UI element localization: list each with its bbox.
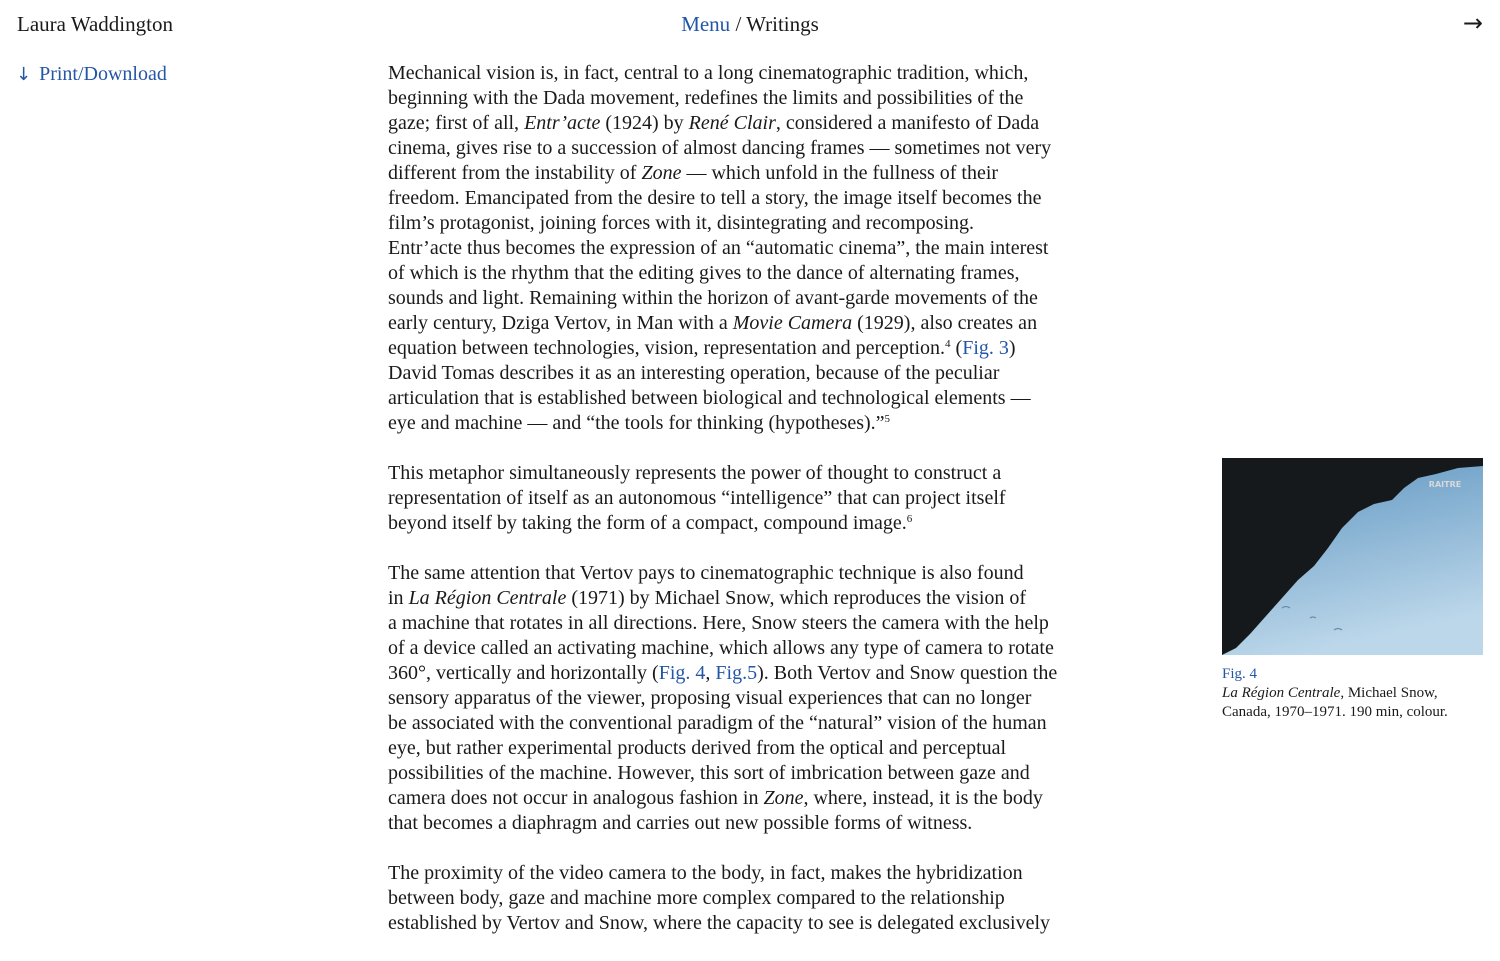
text-line: sounds and light. Remaining within the horizon of avant-garde movements of the xyxy=(388,287,1038,309)
text-line: a machine that rotates in all directions. Here, Snow steers the camera with the help xyxy=(388,612,1049,634)
text-line: film’s protagonist, joining forces with it, disintegrating and recomposing. xyxy=(388,212,975,234)
text-line: possibilities of the machine. However, this sort of imbrication between gaze and xyxy=(388,762,1030,784)
figure-link-fig-5[interactable]: Fig.5 xyxy=(715,662,758,684)
text-line: that becomes a diaphragm and carries out new possible forms of witness. xyxy=(388,812,973,834)
breadcrumb-separator: / xyxy=(730,12,747,36)
text-line: in La Région Centrale (1971) by Michael Snow, which reproduces the vision of xyxy=(388,587,1027,609)
text-line: gaze; first of all, Entr’acte (1924) by René Clair, considered a manifesto of Dada xyxy=(388,112,1040,134)
down-arrow-icon: ↓ xyxy=(16,64,32,85)
film-title: Zone xyxy=(763,787,804,809)
print-download-label: Print/Download xyxy=(39,63,167,85)
text-line: different from the instability of Zone — which unfold in the fullness of their xyxy=(388,162,999,184)
paragraph xyxy=(388,861,1123,936)
text-line: eye and machine — and “the tools for thinking (hypotheses).”$^5$ xyxy=(388,412,891,434)
film-title: Movie Camera xyxy=(732,312,853,334)
paragraph xyxy=(388,61,1123,436)
text-line: freedom. Emancipated from the desire to tell a story, the image itself becomes the xyxy=(388,187,1042,209)
figure-link-fig-3[interactable]: Fig. 3 xyxy=(962,337,1009,359)
site-name[interactable]: Laura Waddington xyxy=(17,12,173,36)
text-line: eye, but rather experimental products derived from the optical and perceptual xyxy=(388,737,1007,759)
breadcrumb-current-section: Writings xyxy=(746,12,819,36)
text-line: articulation that is established between biological and technological elements — xyxy=(388,387,1031,409)
text-line: equation between technologies, vision, representation and perception.$^4$ (Fig. 3) xyxy=(388,337,1016,359)
figure-fig-4 xyxy=(1222,458,1484,722)
text-line: representation of itself as an autonomous “intelligence” that can project itself xyxy=(388,487,1006,509)
figure-link-fig-4[interactable]: Fig. 4 xyxy=(658,662,706,684)
text-line: sensory apparatus of the viewer, proposing visual experiences that can no longer xyxy=(388,687,1032,709)
text-line: David Tomas describes it as an interesting operation, because of the peculiar xyxy=(388,362,1000,384)
text-line: be associated with the conventional paradigm of the “natural” vision of the human xyxy=(388,712,1047,734)
text-line: established by Vertov and Snow, where the capacity to see is delegated exclusively xyxy=(388,912,1051,934)
footnote-ref[interactable]: 4 xyxy=(945,338,951,350)
text-line: cinema, gives rise to a succession of almost dancing frames — sometimes not very xyxy=(388,137,1052,159)
director-name: René Clair xyxy=(688,112,776,134)
text-line: beginning with the Dada movement, redefines the limits and possibilities of the xyxy=(388,87,1024,109)
text-line: of which is the rhythm that the editing gives to the dance of alternating frames, xyxy=(388,262,1020,284)
film-title: Entr’acte xyxy=(524,112,601,134)
figure-caption: La Région Centrale, Michael Snow, Canada, 1970–1971. 190 min, colour. xyxy=(1222,685,1448,720)
breadcrumb xyxy=(0,10,1500,38)
text-line: Entr’acte thus becomes the expression of an “automatic cinema”, the main interest xyxy=(388,237,1049,259)
text-line: Mechanical vision is, in fact, central to a long cinematographic tradition, which, xyxy=(388,62,1029,84)
print-download-link[interactable] xyxy=(16,60,167,89)
caption-film-title: La Région Centrale xyxy=(1222,685,1341,701)
footnote-ref[interactable]: 5 xyxy=(884,413,891,425)
text-line: This metaphor simultaneously represents the power of thought to construct a xyxy=(388,462,1002,484)
text-line: between body, gaze and machine more complex compared to the relationship xyxy=(388,887,1005,909)
footnote-ref[interactable]: 6 xyxy=(906,513,913,525)
film-title: Zone xyxy=(641,162,682,184)
text-line: early century, Dziga Vertov, in Man with a Movie Camera (1929), also creates an xyxy=(388,312,1038,334)
paragraph xyxy=(388,561,1123,836)
paragraph xyxy=(388,461,1123,536)
menu-link[interactable]: Menu xyxy=(681,12,731,36)
text-line: camera does not occur in analogous fashion in Zone, where, instead, it is the body xyxy=(388,787,1043,809)
tv-watermark: RAITRE xyxy=(1428,480,1462,489)
article-body xyxy=(388,61,1123,961)
text-line: The same attention that Vertov pays to cinematographic technique is also found xyxy=(388,562,1024,584)
figure-number[interactable]: Fig. 4 xyxy=(1222,666,1258,682)
film-still-image[interactable] xyxy=(1222,458,1483,655)
text-line: of a device called an activating machine, which allows any type of camera to rotate xyxy=(388,637,1054,659)
text-line: The proximity of the video camera to the body, in fact, makes the hybridization xyxy=(388,862,1023,884)
text-line: 360°, vertically and horizontally (Fig. 4, Fig.5). Both Vertov and Snow question the xyxy=(388,662,1058,684)
text-line: beyond itself by taking the form of a compact, compound image.$^6$ xyxy=(388,512,913,534)
film-title: La Région Centrale xyxy=(408,587,567,609)
next-page-arrow-icon[interactable]: → xyxy=(1462,9,1483,37)
